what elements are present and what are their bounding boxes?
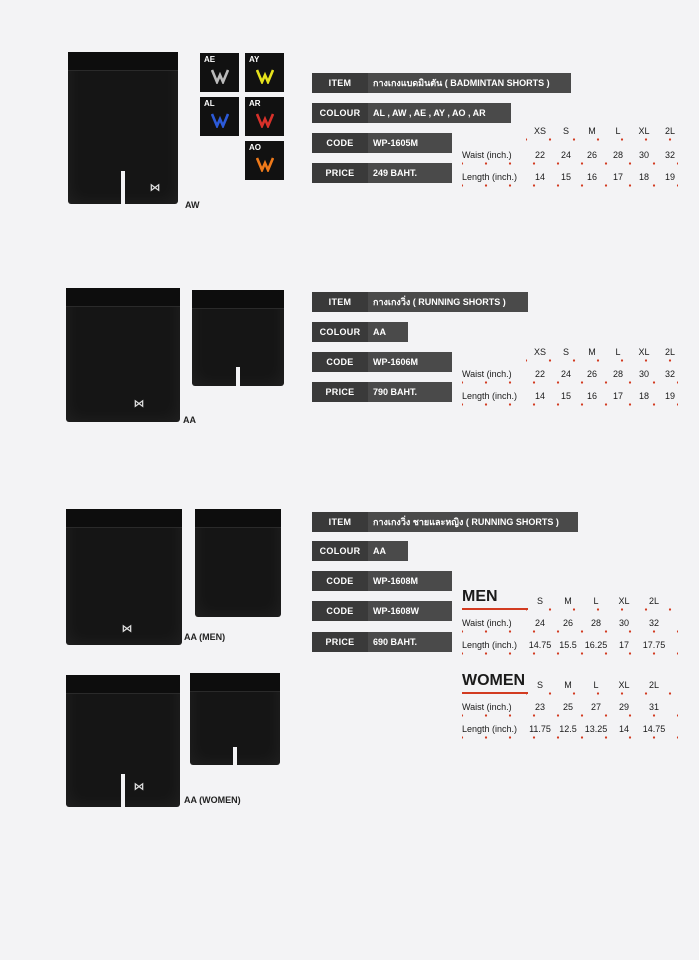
- colour-value: AA: [368, 541, 408, 561]
- women-title: WOMEN: [462, 672, 526, 689]
- waist-label: Waist (inch.): [462, 702, 512, 712]
- length-value: 14.75: [528, 640, 552, 650]
- price-value: 790 BAHT.: [368, 382, 452, 402]
- price-label: PRICE: [312, 163, 368, 183]
- colour-label: COLOUR: [312, 322, 368, 342]
- item-value-text: กางเกงวิ่ง ชายและหญิง ( RUNNING SHORTS ): [373, 517, 559, 527]
- size-header: XL: [638, 347, 650, 357]
- code-value: WP-1608M: [368, 571, 452, 591]
- length-value: 11.75: [529, 724, 551, 734]
- price-value: 249 BAHT.: [368, 163, 452, 183]
- code-label: CODE: [312, 352, 368, 372]
- colour-swatch-ay: AY: [245, 53, 284, 92]
- colour-swatch-ae: AE: [200, 53, 239, 92]
- image-caption-women: AA (WOMEN): [184, 795, 241, 805]
- size-header: 2L: [648, 596, 659, 606]
- length-value: 14: [618, 724, 629, 734]
- waist-value: 26: [586, 150, 597, 160]
- colour-swatch-ao: AO: [245, 141, 284, 180]
- size-header: M: [588, 126, 596, 136]
- waist-value: 26: [586, 369, 597, 379]
- length-value: 18: [638, 391, 649, 401]
- size-table-women: [462, 672, 678, 742]
- waist-value: 29: [618, 702, 629, 712]
- size-header: L: [593, 680, 599, 690]
- length-value: 16: [586, 391, 597, 401]
- size-header: XL: [638, 126, 650, 136]
- price-label: PRICE: [312, 382, 368, 402]
- brand-logo-icon: ⋈: [133, 781, 145, 793]
- waist-label: Waist (inch.): [462, 369, 512, 379]
- size-table-running: [462, 345, 678, 417]
- size-header: M: [588, 347, 596, 357]
- size-header: L: [615, 126, 621, 136]
- item-label: ITEM: [312, 512, 368, 532]
- size-header: S: [562, 126, 569, 136]
- code2-value: WP-1608W: [368, 601, 452, 621]
- size-header: M: [564, 596, 572, 606]
- size-header: XS: [533, 347, 546, 357]
- code2-label: CODE: [312, 601, 368, 621]
- length-label: Length (inch.): [462, 640, 518, 650]
- waist-value: 24: [560, 150, 571, 160]
- waist-value: 30: [638, 150, 649, 160]
- waist-value: 32: [664, 150, 675, 160]
- waist-value: 28: [612, 150, 623, 160]
- size-header: 2L: [664, 126, 675, 136]
- running-shorts-back-image: [192, 290, 284, 386]
- item-value: กางเกงวิ่ง ( RUNNING SHORTS ): [368, 292, 528, 312]
- image-caption: AW: [185, 200, 200, 210]
- size-table-badminton: [462, 124, 678, 196]
- length-value: 17: [612, 391, 623, 401]
- waist-value: 32: [664, 369, 675, 379]
- waist-value: 31: [648, 702, 659, 712]
- length-value: 15: [560, 172, 571, 182]
- price-label: PRICE: [312, 632, 368, 652]
- size-header: XS: [533, 126, 546, 136]
- waist-value: 27: [590, 702, 601, 712]
- size-header: 2L: [664, 347, 675, 357]
- running-shorts-front-image: [66, 288, 180, 422]
- length-value: 15: [560, 391, 571, 401]
- length-value: 12.5: [559, 724, 577, 734]
- size-header: S: [562, 347, 569, 357]
- length-value: 16.25: [584, 640, 608, 650]
- length-value: 16: [586, 172, 597, 182]
- running-shorts-men-back-image: [195, 509, 281, 617]
- size-header: S: [536, 596, 543, 606]
- waist-value: 26: [562, 618, 573, 628]
- length-label: Length (inch.): [462, 391, 518, 401]
- length-value: 15.5: [559, 640, 577, 650]
- colour-swatch-ar: AR: [245, 97, 284, 136]
- waist-value: 22: [534, 150, 545, 160]
- waist-label: Waist (inch.): [462, 150, 512, 160]
- code-value: WP-1606M: [368, 352, 452, 372]
- colour-label: COLOUR: [312, 541, 368, 561]
- image-caption: AA: [183, 415, 196, 425]
- size-header: L: [593, 596, 599, 606]
- item-label: ITEM: [312, 73, 368, 93]
- length-value: 17: [618, 640, 629, 650]
- colour-value: AL , AW , AE , AY , AO , AR: [368, 103, 511, 123]
- waist-value: 28: [590, 618, 601, 628]
- length-label: Length (inch.): [462, 724, 518, 734]
- size-header: M: [564, 680, 572, 690]
- length-value: 18: [638, 172, 649, 182]
- waist-value: 30: [638, 369, 649, 379]
- waist-value: 32: [648, 618, 659, 628]
- colour-swatch-al: AL: [200, 97, 239, 136]
- running-shorts-men-front-image: [66, 509, 182, 645]
- code-value: WP-1605M: [368, 133, 452, 153]
- code-label: CODE: [312, 571, 368, 591]
- colour-label: COLOUR: [312, 103, 368, 123]
- size-header: L: [615, 347, 621, 357]
- badminton-shorts-image: [68, 52, 178, 204]
- code-label: CODE: [312, 133, 368, 153]
- waist-value: 23: [534, 702, 545, 712]
- size-header: XL: [618, 680, 630, 690]
- waist-value: 28: [612, 369, 623, 379]
- brand-logo-icon: ⋈: [121, 623, 133, 635]
- brand-logo-icon: ⋈: [133, 398, 145, 410]
- length-value: 17: [612, 172, 623, 182]
- length-value: 19: [664, 391, 675, 401]
- price-value: 690 BAHT.: [368, 632, 452, 652]
- waist-label: Waist (inch.): [462, 618, 512, 628]
- length-value: 13.25: [584, 724, 608, 734]
- length-value: 19: [664, 172, 675, 182]
- length-label: Length (inch.): [462, 172, 518, 182]
- waist-value: 30: [618, 618, 629, 628]
- image-caption-men: AA (MEN): [184, 632, 226, 642]
- size-header: XL: [618, 596, 630, 606]
- waist-value: 24: [560, 369, 571, 379]
- size-table-men: [462, 588, 678, 658]
- colour-value: AA: [368, 322, 408, 342]
- item-label: ITEM: [312, 292, 368, 312]
- brand-logo-icon: ⋈: [149, 182, 161, 194]
- size-header: 2L: [648, 680, 659, 690]
- length-value: 14: [534, 391, 545, 401]
- running-shorts-women-back-image: [190, 673, 280, 765]
- size-header: S: [536, 680, 543, 690]
- item-value: [368, 512, 578, 532]
- running-shorts-women-front-image: [66, 675, 180, 807]
- item-value: กางเกงแบดมินตัน ( BADMINTAN SHORTS ): [368, 73, 571, 93]
- men-title: MEN: [462, 588, 498, 605]
- waist-value: 25: [562, 702, 573, 712]
- length-value: 17.75: [642, 640, 666, 650]
- waist-value: 24: [534, 618, 545, 628]
- length-value: 14.75: [642, 724, 666, 734]
- waist-value: 22: [534, 369, 545, 379]
- length-value: 14: [534, 172, 545, 182]
